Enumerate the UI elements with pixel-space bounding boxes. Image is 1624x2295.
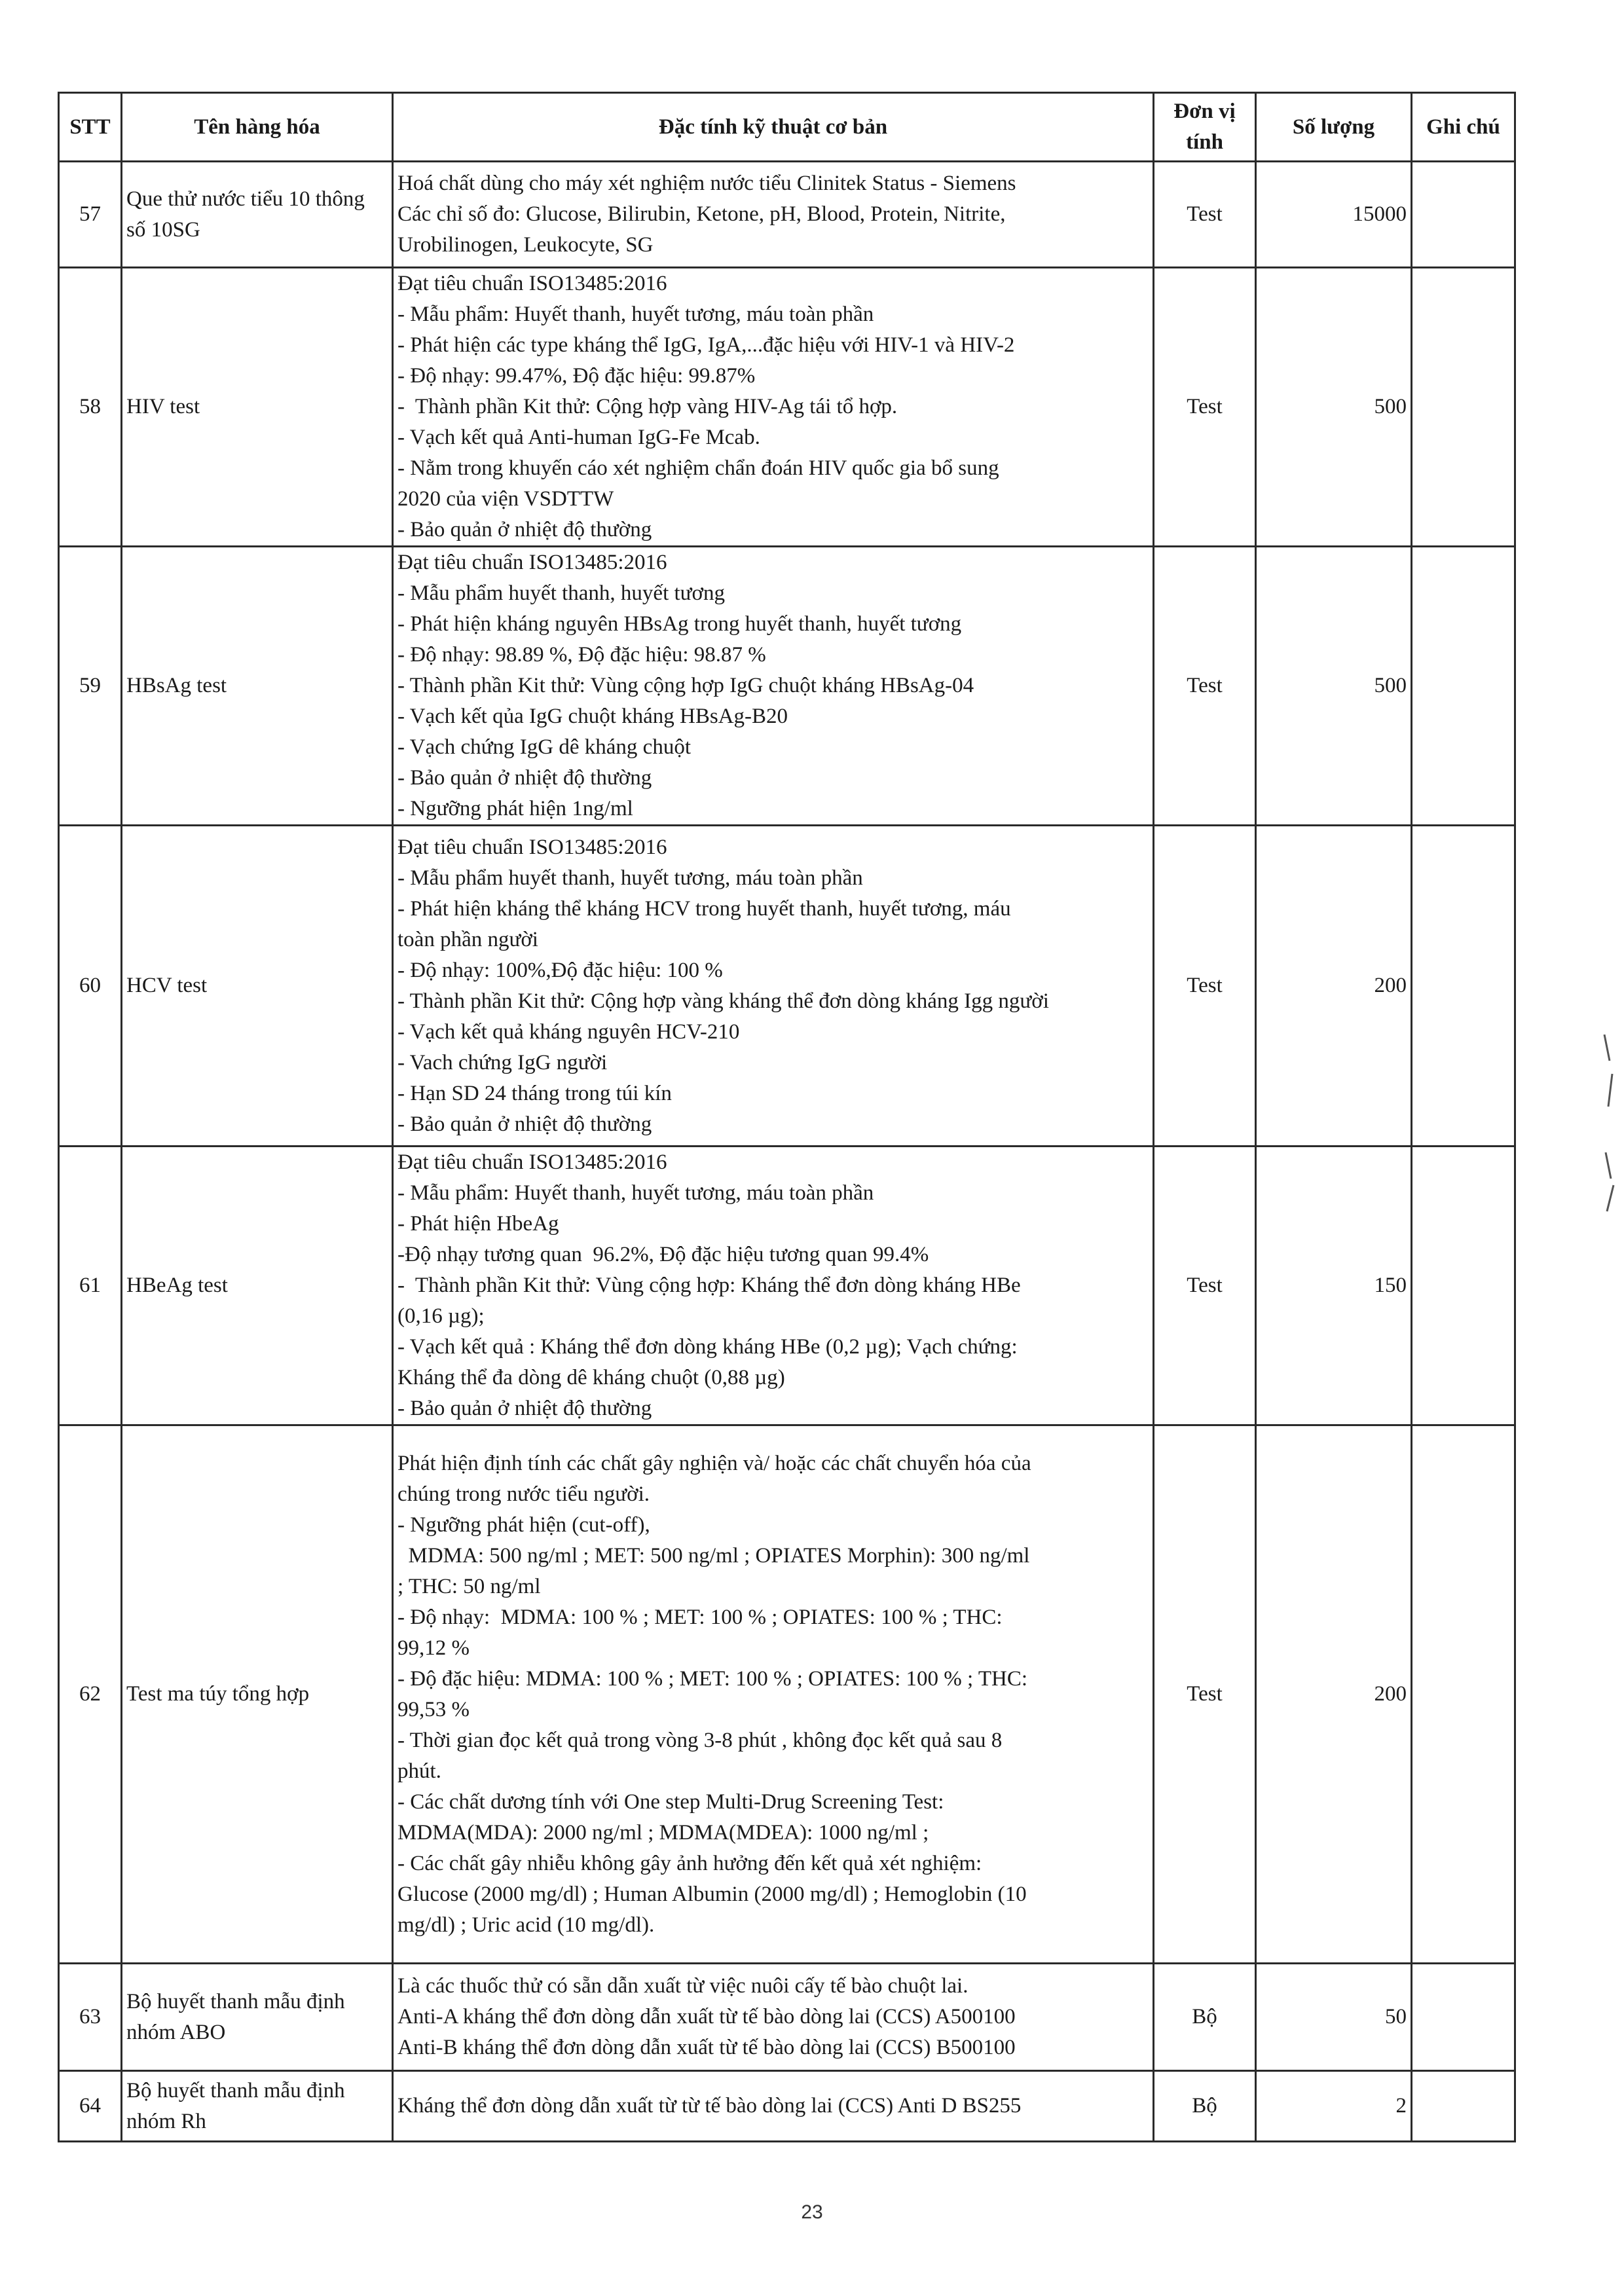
spec-line: Glucose (2000 mg/dl) ; Human Albumin (2000 mg/dl) ; Hemoglobin (10 xyxy=(397,1882,1027,1906)
row-product-name: HBeAg test xyxy=(122,1147,393,1425)
spec-line: Anti-B kháng thể đơn dòng dẫn xuất từ tế bào dòng lai (CCS) B500100 xyxy=(397,2036,1016,2059)
row-quantity: 15000 xyxy=(1256,162,1412,268)
spec-line: (0,16 µg); xyxy=(397,1304,485,1328)
header-spec: Đặc tính kỹ thuật cơ bản xyxy=(393,93,1154,162)
spec-line: - Độ đặc hiệu: MDMA: 100 % ; MET: 100 % ; OPIATES: 100 % ; THC: xyxy=(397,1666,1028,1691)
row-note xyxy=(1412,1147,1515,1425)
row-quantity: 2 xyxy=(1256,2071,1412,2142)
row-product-name: HBsAg test xyxy=(122,547,393,826)
table-body xyxy=(59,162,1515,2142)
spec-line: - Thành phần Kit thử: Cộng hợp vàng kháng thể đơn dòng kháng Igg người xyxy=(397,989,1049,1013)
spec-line: - Phát hiện kháng thể kháng HCV trong huyết thanh, huyết tương, máu xyxy=(397,896,1011,921)
spec-line: - Vạch kết quả : Kháng thể đơn dòng kháng HBe (0,2 µg); Vạch chứng: xyxy=(397,1335,1018,1359)
spec-line: Đạt tiêu chuẩn ISO13485:2016 xyxy=(397,272,667,295)
row-product-name: Test ma túy tổng hợp xyxy=(122,1425,393,1964)
row-stt: 61 xyxy=(59,1147,122,1425)
table-row xyxy=(59,826,1515,1147)
spec-line: - Bảo quản ở nhiệt độ thường xyxy=(397,1397,652,1420)
row-note xyxy=(1412,547,1515,826)
row-stt: 57 xyxy=(59,162,122,268)
row-spec xyxy=(393,1964,1154,2071)
spec-line: Đạt tiêu chuẩn ISO13485:2016 xyxy=(397,551,667,574)
table-row xyxy=(59,1964,1515,2071)
header-name: Tên hàng hóa xyxy=(122,93,393,162)
row-spec xyxy=(393,162,1154,268)
spec-line: - Bảo quản ở nhiệt độ thường xyxy=(397,766,652,790)
spec-line: - Độ nhạy: 99.47%, Độ đặc hiệu: 99.87% xyxy=(397,364,756,388)
page-number: 23 xyxy=(801,2201,823,2223)
spec-line: - Thành phần Kit thử: Vùng cộng hợp: Kháng thể đơn dòng kháng HBe xyxy=(397,1274,1021,1297)
table-header-row xyxy=(59,93,1515,162)
row-product-name: Bộ huyết thanh mẫu định nhóm ABO xyxy=(122,1964,393,2071)
spec-line: - Ngưỡng phát hiện 1ng/ml xyxy=(397,797,633,820)
row-spec xyxy=(393,826,1154,1147)
spec-line: - Vạch kết qủa IgG chuột kháng HBsAg-B20 xyxy=(397,705,788,728)
spec-line: 2020 của viện VSDTTW xyxy=(397,487,614,511)
row-product-name: Bộ huyết thanh mẫu định nhóm Rh xyxy=(122,2071,393,2142)
row-stt: 60 xyxy=(59,826,122,1147)
spec-line: Phát hiện định tính các chất gây nghiện và/ hoặc các chất chuyển hóa của xyxy=(397,1451,1031,1475)
row-unit: Test xyxy=(1154,547,1256,826)
row-unit: Test xyxy=(1154,268,1256,547)
spec-line: - Độ nhạy: MDMA: 100 % ; MET: 100 % ; OPIATES: 100 % ; THC: xyxy=(397,1605,1003,1629)
row-stt: 62 xyxy=(59,1425,122,1964)
row-note xyxy=(1412,162,1515,268)
header-unit: Đơn vị tính xyxy=(1154,93,1256,162)
row-quantity: 500 xyxy=(1256,268,1412,547)
spec-line: - Mẫu phẩm: Huyết thanh, huyết tương, máu toàn phần xyxy=(397,1181,874,1205)
table-row xyxy=(59,268,1515,547)
row-unit: Test xyxy=(1154,162,1256,268)
row-stt: 64 xyxy=(59,2071,122,2142)
spec-line: mg/dl) ; Uric acid (10 mg/dl). xyxy=(397,1913,655,1937)
spec-line: - Bảo quản ở nhiệt độ thường xyxy=(397,1112,652,1136)
spec-line: - Mẫu phẩm: Huyết thanh, huyết tương, máu toàn phần xyxy=(397,303,874,326)
spec-line: - Vạch chứng IgG dê kháng chuột xyxy=(397,735,691,759)
row-product-name: HCV test xyxy=(122,826,393,1147)
row-spec xyxy=(393,547,1154,826)
header-qty: Số lượng xyxy=(1256,93,1412,162)
row-unit: Test xyxy=(1154,826,1256,1147)
spec-line: toàn phần người xyxy=(397,927,538,951)
spec-line: chúng trong nước tiểu người. xyxy=(397,1482,650,1506)
spec-line: - Nằm trong khuyến cáo xét nghiệm chẩn đoán HIV quốc gia bổ sung xyxy=(397,456,999,480)
table-row xyxy=(59,1425,1515,1964)
table-row xyxy=(59,2071,1515,2142)
row-spec xyxy=(393,268,1154,547)
row-spec xyxy=(393,1425,1154,1964)
row-note xyxy=(1412,1425,1515,1964)
spec-line: Các chỉ số đo: Glucose, Bilirubin, Ketone, pH, Blood, Protein, Nitrite, xyxy=(397,202,1006,226)
spec-line: - Thành phần Kit thử: Vùng cộng hợp IgG chuột kháng HBsAg-04 xyxy=(397,674,974,697)
row-unit: Bộ xyxy=(1154,1964,1256,2071)
spec-line: - Phát hiện kháng nguyên HBsAg trong huyết thanh, huyết tương xyxy=(397,612,962,636)
header-stt: STT xyxy=(59,93,122,162)
spec-line: phút. xyxy=(397,1759,441,1783)
table-row xyxy=(59,1147,1515,1425)
spec-line: - Vach chứng IgG người xyxy=(397,1050,608,1074)
spec-line: Kháng thể đơn dòng dẫn xuất từ từ tế bào dòng lai (CCS) Anti D BS255 xyxy=(397,2094,1022,2118)
spec-line: ; THC: 50 ng/ml xyxy=(397,1574,541,1598)
row-quantity: 200 xyxy=(1256,826,1412,1147)
spec-line: - Độ nhạy: 100%,Độ đặc hiệu: 100 % xyxy=(397,958,723,982)
row-note xyxy=(1412,826,1515,1147)
spec-line: 99,53 % xyxy=(397,1697,470,1721)
row-product-name: HIV test xyxy=(122,268,393,547)
spec-line: -Độ nhạy tương quan 96.2%, Độ đặc hiệu tương quan 99.4% xyxy=(397,1243,929,1266)
row-unit: Test xyxy=(1154,1425,1256,1964)
spec-line: Anti-A kháng thể đơn dòng dẫn xuất từ tế bào dòng lai (CCS) A500100 xyxy=(397,2005,1016,2029)
row-spec xyxy=(393,1147,1154,1425)
spec-line: - Vạch kết quả kháng nguyên HCV-210 xyxy=(397,1019,740,1044)
spec-line: MDMA(MDA): 2000 ng/ml ; MDMA(MDEA): 1000 ng/ml ; xyxy=(397,1820,929,1845)
spec-line: Urobilinogen, Leukocyte, SG xyxy=(397,233,654,257)
spec-line: - Thành phần Kit thử: Cộng hợp vàng HIV-Ag tái tổ hợp. xyxy=(397,395,898,418)
row-stt: 63 xyxy=(59,1964,122,2071)
table-row xyxy=(59,547,1515,826)
specification-table xyxy=(58,92,1516,2142)
row-note xyxy=(1412,2071,1515,2142)
row-spec xyxy=(393,2071,1154,2142)
row-quantity: 200 xyxy=(1256,1425,1412,1964)
row-unit: Test xyxy=(1154,1147,1256,1425)
scan-edge-mark xyxy=(1598,1021,1624,1218)
spec-line: - Thời gian đọc kết quả trong vòng 3-8 phút , không đọc kết quả sau 8 xyxy=(397,1728,1003,1752)
table-row xyxy=(59,162,1515,268)
spec-line: - Vạch kết quả Anti-human IgG-Fe Mcab. xyxy=(397,426,760,449)
row-quantity: 500 xyxy=(1256,547,1412,826)
spec-line: Là các thuốc thử có sẵn dẫn xuất từ việc nuôi cấy tế bào chuột lai. xyxy=(397,1974,969,1998)
spec-line: - Các chất dương tính với One step Multi-Drug Screening Test: xyxy=(397,1790,944,1814)
row-stt: 58 xyxy=(59,268,122,547)
spec-line: Đạt tiêu chuẩn ISO13485:2016 xyxy=(397,835,667,859)
spec-line: - Bảo quản ở nhiệt độ thường xyxy=(397,518,652,542)
row-unit: Bộ xyxy=(1154,2071,1256,2142)
spec-line: MDMA: 500 ng/ml ; MET: 500 ng/ml ; OPIATES Morphin): 300 ng/ml xyxy=(397,1543,1030,1568)
spec-line: - Độ nhạy: 98.89 %, Độ đặc hiệu: 98.87 % xyxy=(397,643,766,667)
spec-line: - Mẫu phẩm huyết thanh, huyết tương xyxy=(397,581,725,605)
spec-line: - Ngưỡng phát hiện (cut-off), xyxy=(397,1513,650,1537)
row-stt: 59 xyxy=(59,547,122,826)
spec-line: Kháng thể đa dòng dê kháng chuột (0,88 µg) xyxy=(397,1366,785,1389)
header-note: Ghi chú xyxy=(1412,93,1515,162)
row-note xyxy=(1412,1964,1515,2071)
spec-line: Hoá chất dùng cho máy xét nghiệm nước tiểu Clinitek Status - Siemens xyxy=(397,172,1016,195)
row-product-name: Que thử nước tiểu 10 thông số 10SG xyxy=(122,162,393,268)
row-quantity: 50 xyxy=(1256,1964,1412,2071)
row-quantity: 150 xyxy=(1256,1147,1412,1425)
row-note xyxy=(1412,268,1515,547)
spec-line: Đạt tiêu chuẩn ISO13485:2016 xyxy=(397,1150,667,1174)
spec-line: - Phát hiện HbeAg xyxy=(397,1212,559,1236)
spec-line: - Hạn SD 24 tháng trong túi kín xyxy=(397,1081,672,1105)
spec-line: 99,12 % xyxy=(397,1636,470,1660)
spec-line: - Phát hiện các type kháng thể IgG, IgA,...đặc hiệu với HIV-1 và HIV-2 xyxy=(397,333,1015,357)
spec-line: - Các chất gây nhiễu không gây ảnh hưởng đến kết quả xét nghiệm: xyxy=(397,1851,982,1875)
spec-line: - Mẫu phẩm huyết thanh, huyết tương, máu toàn phần xyxy=(397,866,863,890)
